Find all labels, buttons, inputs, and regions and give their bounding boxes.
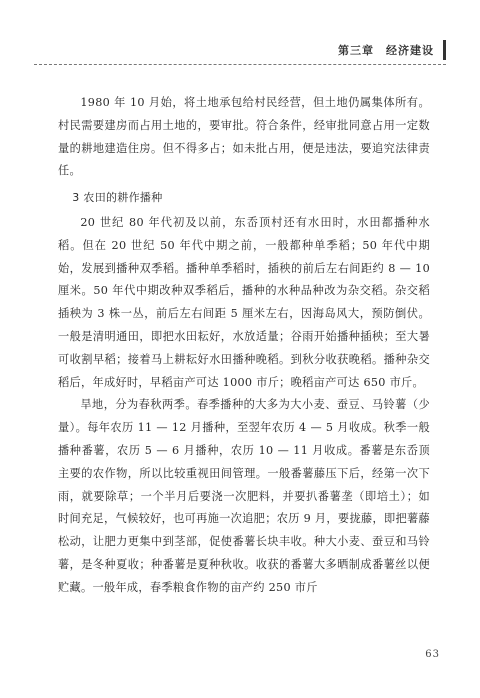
header-bar	[443, 40, 446, 60]
page-number: 63	[425, 649, 440, 660]
chapter-title: 第三章 经济建设	[338, 44, 434, 57]
paragraph-rice-farming: 20 世纪 80 年代初及以前，东岙顶村还有水田时，水田都播种水稻。但在 20 世纪 50 年代中期之前，一般都种单季稻；50 年代中期始，发展到播种双季稻。播种单季稻时，插秧的前后左右间距约 8 — 10 厘米。50 年代中期改种双季稻后，播种的水种品种改为杂交稻。杂交稻插秧为 3 株一丛，前后左右间距 5 厘米左右，因海岛风大，预防倒伏。一般是清明通田，即把水田耘好，水放适量；谷雨开始播种插秧；至大暑可收割早稻；接着马上耕耘好水田播种晚稻。到秋分收获晚稻。播种杂交稻后，年成好时，早稻亩产可达 1000 市斤；晚稻亩产可达 650 市斤。	[58, 215, 430, 389]
section-heading: 3 农田的耕作播种	[72, 191, 163, 205]
running-header	[34, 40, 446, 62]
paragraph-land-contract: 1980 年 10 月始，将土地承包给村民经营，但土地仍属集体所有。村民需要建房而占用土地的，要审批。符合条件，经审批同意占用一定数量的耕地建造住房。但不得多占；如未批占用，便是违法，要追究法律责任。	[58, 96, 430, 178]
body-text	[58, 92, 430, 600]
paragraph-dry-land: 旱地，分为春秋两季。春季播种的大多为大小麦、蚕豆、马铃薯（少量）。每年农历 11 — 12 月播种，至翌年农历 4 — 5 月收成。秋季一般播种番薯，农历 5 — 6 月播种，农历 10 — 11 月收成。番薯是东岙顶主要的农作物，所以比较重视田间管理。一般番薯藤压下后，经第一次下雨，就要除草；一个半月后要浇一次肥料，并要扒番薯垄（即培土）；如时间充足，气候较好，也可再施一次追肥；农历 9 月，要拢藤，即把薯藤松动，让肥力更集中到茎部，促使番薯长块丰收。种大小麦、蚕豆和马铃薯，是冬种夏收；种番薯是夏种秋收。收获的番薯大多晒制成番薯丝以便贮藏。一般年成，春季粮食作物的亩产约 250 市斤	[58, 398, 430, 594]
header-divider	[34, 64, 446, 65]
